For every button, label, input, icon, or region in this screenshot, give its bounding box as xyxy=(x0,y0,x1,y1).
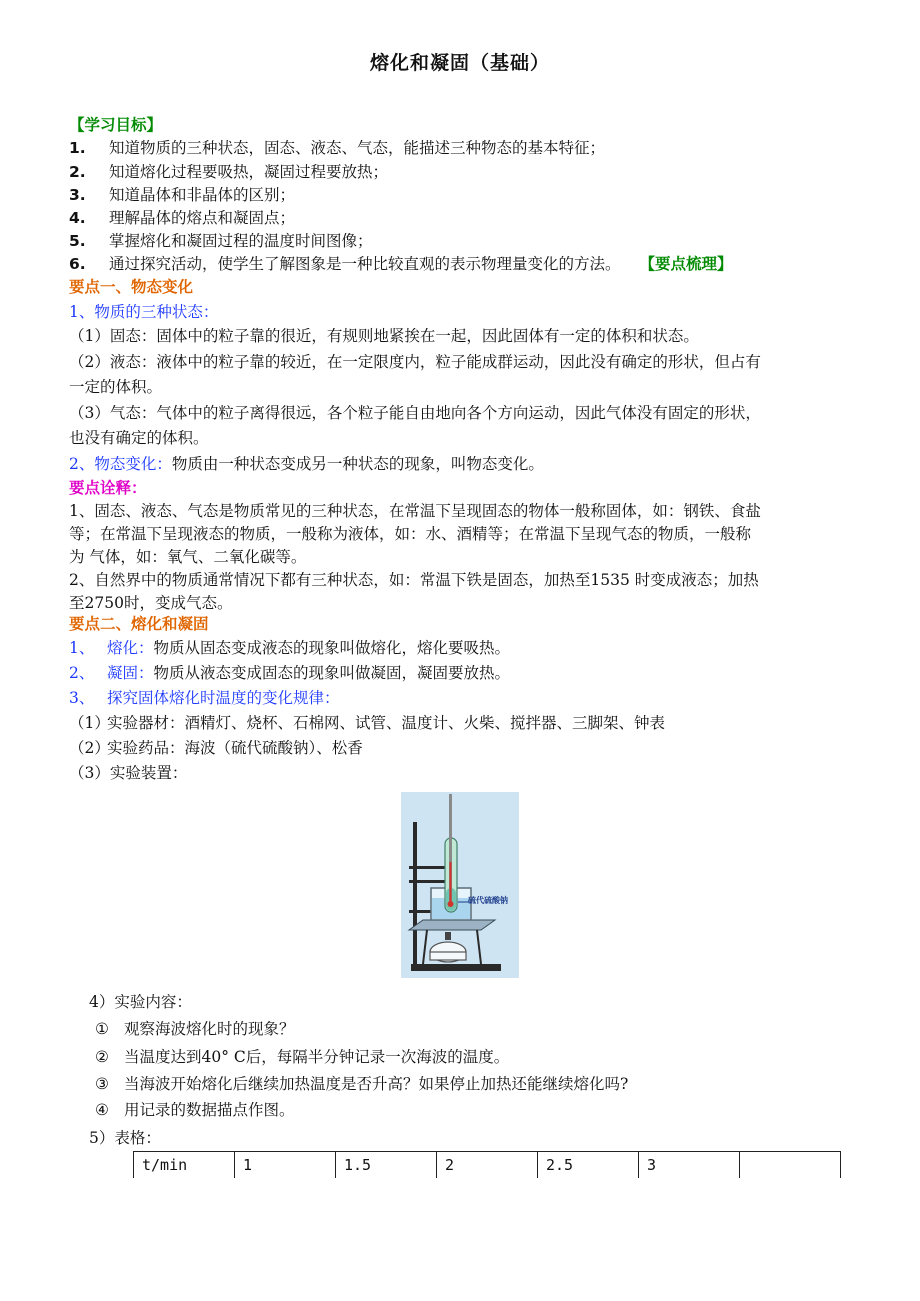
section-heading: 要点一、物态变化 xyxy=(69,278,194,296)
content-heading: 4）实验内容： xyxy=(89,993,192,1011)
table-cell: t/min xyxy=(134,1152,235,1179)
objective-text: 掌握熔化和凝固过程的温度时间图像； xyxy=(109,232,373,250)
item-number: 3、 xyxy=(69,689,95,707)
figure-label: 硫代硫酸钠 xyxy=(468,896,508,905)
objective-text: 通过探究活动，使学生了解图象是一种比较直观的表示物理量变化的方法。 xyxy=(109,255,621,273)
state-liquid xyxy=(69,350,761,374)
definition-text: 物质从液态变成固态的现象叫做凝固，凝固要放热。 xyxy=(153,664,511,682)
note-line: 2、自然界中的物质通常情况下都有三种状态，如：常温下铁是固态，加热至1535 时变成液态；加热 xyxy=(69,571,759,589)
section-heading: 要点二、熔化和凝固 xyxy=(69,615,209,633)
objective-text: 知道晶体和非晶体的区别； xyxy=(109,186,296,204)
definition-melting xyxy=(69,636,510,660)
equipment-text: 实验器材：酒精灯、烧杯、石棉网、试管、温度计、火柴、搅拌器、三脚架、钟表 xyxy=(107,714,666,732)
objective-number: 1. xyxy=(69,139,86,157)
content-text: 当温度达到40° C后，每隔半分钟记录一次海波的温度。 xyxy=(124,1048,510,1066)
key-points-heading: 【要点梳理】 xyxy=(639,255,733,273)
note-line: 至2750时，变成气态。 xyxy=(69,594,233,612)
state-change-label: 2、物态变化： xyxy=(69,455,172,473)
content-text: 当海波开始熔化后继续加热温度是否升高？如果停止加热还能继续熔化吗? xyxy=(124,1075,629,1093)
apparatus-figure xyxy=(401,792,519,978)
objective-number: 3. xyxy=(69,186,86,204)
state-text: 固体中的粒子靠的很近，有规则地紧挨在一起，因此固体有一定的体积和状态。 xyxy=(156,327,699,345)
state-gas xyxy=(69,401,761,425)
item-number: 2、 xyxy=(69,664,95,682)
content-mark: ② xyxy=(95,1048,109,1066)
state-continuation: 也没有确定的体积。 xyxy=(69,429,209,447)
stand-rod xyxy=(413,822,417,966)
state-text: 液体中的粒子靠的较近，在一定限度内，粒子能成群运动，因此没有确定的形状，但占有 xyxy=(156,353,761,371)
objective-text: 知道物质的三种状态，固态、液态、气态，能描述三种物态的基本特征； xyxy=(109,139,606,157)
objective-number: 5. xyxy=(69,232,86,250)
content-mark: ① xyxy=(95,1020,109,1038)
apparatus-heading: （3）实验装置： xyxy=(69,764,188,782)
table-cell: 1.5 xyxy=(336,1152,437,1179)
apparatus-illustration xyxy=(401,792,519,978)
note-line: 1、固态、液态、气态是物质常见的三种状态，在常温下呈现固态的物体一般称固体，如：钢铁、食盐 xyxy=(69,502,761,520)
content-text: 观察海波熔化时的现象？ xyxy=(124,1020,295,1038)
item-label: （1） xyxy=(69,714,110,732)
objective-number: 4. xyxy=(69,209,86,227)
objective-text: 理解晶体的熔点和凝固点； xyxy=(109,209,296,227)
objective-item xyxy=(69,183,295,207)
objective-number: 6. xyxy=(69,255,86,273)
page-title: 熔化和凝固（基础） xyxy=(369,52,550,74)
state-change-text: 物质由一种状态变成另一种状态的现象，叫物态变化。 xyxy=(171,455,544,473)
wire-gauze xyxy=(409,920,495,930)
objective-item xyxy=(69,252,732,276)
experiment-title: 探究固体熔化时温度的变化规律： xyxy=(107,689,340,707)
table-cell: 2.5 xyxy=(538,1152,639,1179)
table-cell xyxy=(740,1152,841,1179)
content-item xyxy=(95,1017,295,1041)
table-row xyxy=(134,1152,841,1179)
note-line: 为 气体，如：氧气、二氧化碳等。 xyxy=(69,548,307,566)
experiment-heading xyxy=(69,686,340,710)
state-label: （2）液态： xyxy=(69,353,157,371)
state-label: （3）气态： xyxy=(69,404,157,422)
state-solid xyxy=(69,324,699,348)
notes-heading: 要点诠释： xyxy=(69,479,147,497)
definition-solidifying xyxy=(69,661,510,685)
objective-number: 2. xyxy=(69,163,86,181)
content-item xyxy=(95,1098,295,1122)
item-label: （2） xyxy=(69,739,110,757)
table-cell: 2 xyxy=(437,1152,538,1179)
state-change-definition xyxy=(69,452,544,476)
state-continuation: 一定的体积。 xyxy=(69,378,163,396)
content-text: 用记录的数据描点作图。 xyxy=(124,1101,295,1119)
content-mark: ④ xyxy=(95,1101,109,1119)
objectives-heading: 【学习目标】 xyxy=(69,116,163,134)
table-cell: 1 xyxy=(235,1152,336,1179)
chemicals-text: 实验药品：海波（硫代硫酸钠）、松香 xyxy=(107,739,363,757)
stand-base xyxy=(411,964,501,971)
state-label: （1）固态： xyxy=(69,327,157,345)
experiment-equipment xyxy=(69,711,665,735)
item-number: 1、 xyxy=(69,639,95,657)
objective-item xyxy=(69,229,373,253)
subheading-states: 1、物质的三种状态： xyxy=(69,303,219,321)
definition-text: 物质从固态变成液态的现象叫做熔化，熔化要吸热。 xyxy=(153,639,511,657)
experiment-chemicals xyxy=(69,736,363,760)
definition-label: 熔化： xyxy=(107,639,154,657)
state-text: 气体中的粒子离得很远，各个粒子能自由地向各个方向运动，因此气体没有固定的形状， xyxy=(156,404,761,422)
definition-label: 凝固： xyxy=(107,664,154,682)
objective-item xyxy=(69,136,605,160)
table-cell: 3 xyxy=(639,1152,740,1179)
note-line: 等；在常温下呈现液态的物质，一般称为液体，如：水、酒精等；在常温下呈现气态的物质，一般称 xyxy=(69,525,752,543)
objective-item xyxy=(69,206,295,230)
data-table xyxy=(133,1151,841,1178)
objective-item xyxy=(69,160,388,184)
content-mark: ③ xyxy=(95,1075,109,1093)
objective-text: 知道熔化过程要吸热，凝固过程要放热； xyxy=(109,163,389,181)
content-item xyxy=(95,1045,509,1069)
content-item xyxy=(95,1072,628,1096)
table-heading: 5）表格： xyxy=(89,1129,161,1147)
